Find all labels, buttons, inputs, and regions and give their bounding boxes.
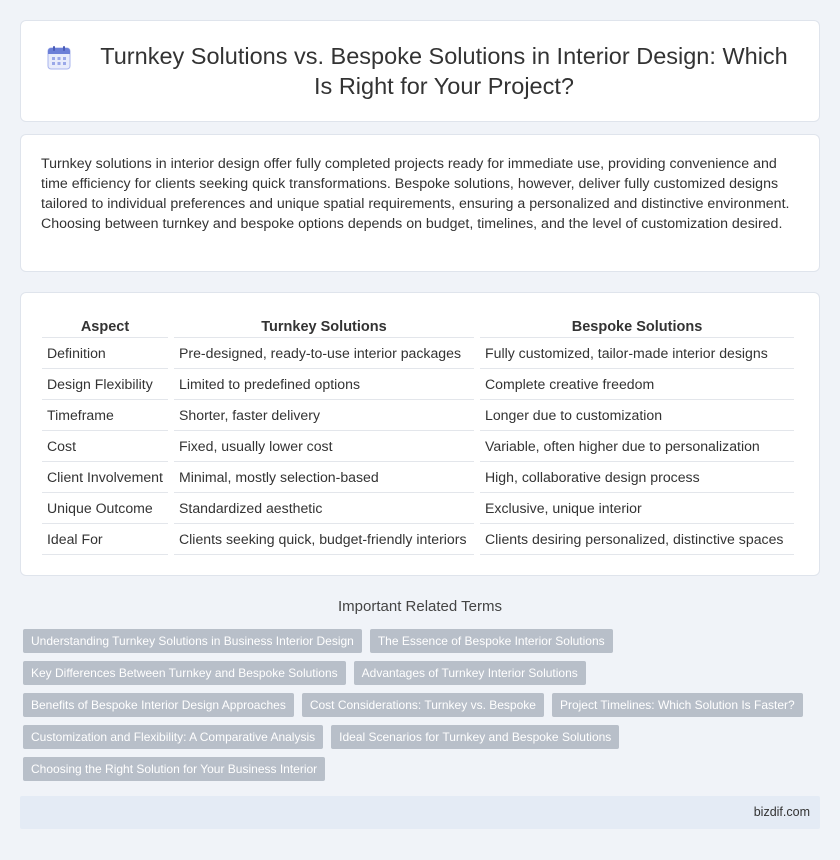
related-terms-heading: Important Related Terms: [338, 598, 502, 615]
table-cell: Exclusive, unique interior: [480, 493, 794, 524]
table-cell: Cost: [42, 431, 168, 462]
column-header-bespoke: Bespoke Solutions: [480, 313, 794, 338]
table-cell: Client Involvement: [42, 462, 168, 493]
intro-paragraph: Turnkey solutions in interior design offer fully completed projects ready for immediate use, providing convenience and time efficiency for clients seeking quick transformations. Bespoke solutions, however, deliver fully customized designs tailored to individual preferences and unique spatial requirements, ensuring a personalized and distinctive environment. Choosing between turnkey and bespoke options depends on budget, timelines, and the level of customization desired.: [41, 156, 790, 232]
related-term-tag[interactable]: Understanding Turnkey Solutions in Business Interior Design: [23, 629, 362, 653]
column-header-aspect: Aspect: [42, 313, 168, 338]
table-cell: Shorter, faster delivery: [174, 400, 474, 431]
table-cell: Longer due to customization: [480, 400, 794, 431]
header-card: [20, 20, 820, 122]
table-cell: High, collaborative design process: [480, 462, 794, 493]
table-row: [42, 462, 794, 493]
related-term-tag[interactable]: The Essence of Bespoke Interior Solutions: [370, 629, 613, 653]
page-title: Turnkey Solutions vs. Bespoke Solutions in Interior Design: Which Is Right for Your Project?: [100, 43, 788, 99]
footer: [20, 796, 820, 829]
table-cell: Clients desiring personalized, distinctive spaces: [480, 524, 794, 555]
table-cell: Standardized aesthetic: [174, 493, 474, 524]
related-term-tag[interactable]: Benefits of Bespoke Interior Design Approaches: [23, 693, 294, 717]
table-cell: Ideal For: [42, 524, 168, 555]
table-row: [42, 338, 794, 369]
table-cell: Complete creative freedom: [480, 369, 794, 400]
related-term-tag[interactable]: Choosing the Right Solution for Your Business Interior: [23, 757, 325, 781]
table-cell: Definition: [42, 338, 168, 369]
footer-site-link[interactable]: bizdif.com: [753, 805, 810, 819]
column-header-turnkey: Turnkey Solutions: [174, 313, 474, 338]
related-term-tag[interactable]: Ideal Scenarios for Turnkey and Bespoke Solutions: [331, 725, 619, 749]
related-term-tag[interactable]: Project Timelines: Which Solution Is Faster?: [552, 693, 803, 717]
table-cell: Unique Outcome: [42, 493, 168, 524]
related-term-tag[interactable]: Customization and Flexibility: A Comparative Analysis: [23, 725, 323, 749]
table-cell: Limited to predefined options: [174, 369, 474, 400]
calendar-icon: [46, 45, 72, 71]
table-cell: Fully customized, tailor-made interior designs: [480, 338, 794, 369]
table-row: [42, 369, 794, 400]
related-term-tag[interactable]: Cost Considerations: Turnkey vs. Bespoke: [302, 693, 544, 717]
table-cell: Clients seeking quick, budget-friendly interiors: [174, 524, 474, 555]
table-cell: Timeframe: [42, 400, 168, 431]
related-term-tag[interactable]: Advantages of Turnkey Interior Solutions: [354, 661, 586, 685]
table-row: [42, 524, 794, 555]
table-cell: Variable, often higher due to personalization: [480, 431, 794, 462]
comparison-table: [36, 313, 800, 555]
table-cell: Design Flexibility: [42, 369, 168, 400]
table-row: [42, 493, 794, 524]
related-terms-list: [23, 629, 823, 781]
intro-card: [20, 134, 820, 272]
table-row: [42, 431, 794, 462]
related-term-tag[interactable]: Key Differences Between Turnkey and Bespoke Solutions: [23, 661, 346, 685]
table-cell: Minimal, mostly selection-based: [174, 462, 474, 493]
table-header-row: [42, 313, 794, 338]
comparison-table-card: [20, 292, 820, 576]
table-cell: Fixed, usually lower cost: [174, 431, 474, 462]
table-cell: Pre-designed, ready-to-use interior packages: [174, 338, 474, 369]
table-row: [42, 400, 794, 431]
